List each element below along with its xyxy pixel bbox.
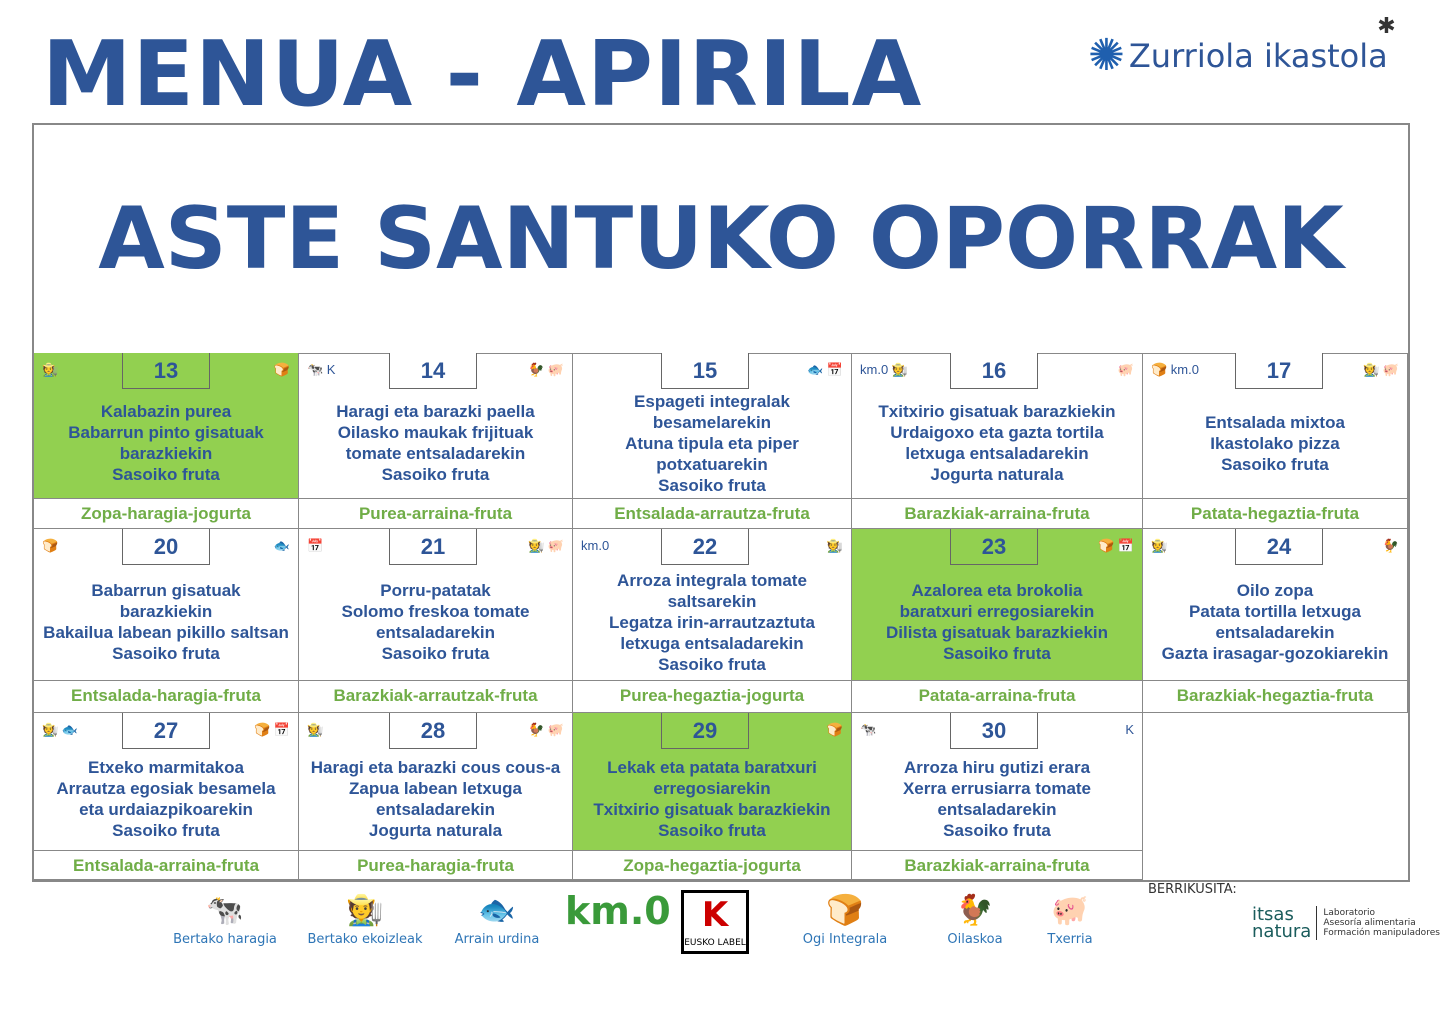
dish xyxy=(856,643,1138,664)
dish xyxy=(856,443,1138,464)
dish xyxy=(856,601,1138,622)
dish xyxy=(577,391,847,412)
dish-text: Sasoiko fruta xyxy=(112,465,220,484)
dish-text: entsaladarekin xyxy=(375,623,496,642)
legend-item xyxy=(1025,890,1115,947)
dinner-suggestion xyxy=(299,681,573,713)
dish-text: Atuna tipula eta piper xyxy=(625,434,799,453)
food-origin-icons: 🐄 K xyxy=(307,362,336,377)
dish xyxy=(856,580,1138,601)
dish xyxy=(38,799,294,820)
dish-text: Azalorea eta brokolia xyxy=(911,581,1083,600)
dish-list xyxy=(577,570,847,675)
day-number: 17 xyxy=(1235,353,1323,389)
dish-text: Arrautza egosiak besamela xyxy=(56,779,276,798)
dish-text: Espageti integralak xyxy=(634,392,790,411)
food-origin-icons: 🍞 xyxy=(273,362,290,377)
dish xyxy=(856,401,1138,422)
lab-line: Laboratorio xyxy=(1323,908,1376,918)
dish xyxy=(303,622,568,643)
day-cell xyxy=(573,713,852,851)
day-cell xyxy=(573,529,852,681)
dinner-suggestion xyxy=(299,851,573,880)
dish xyxy=(38,601,294,622)
food-origin-icons: 🍞 xyxy=(42,538,59,553)
dish xyxy=(1147,601,1403,622)
dish xyxy=(856,464,1138,485)
legend-label: Oilaskoa xyxy=(947,932,1003,947)
dish-text: letxuga entsaladarekin xyxy=(905,444,1089,463)
dish xyxy=(38,643,294,664)
food-origin-icons: 🐟 xyxy=(273,538,290,553)
dish xyxy=(1147,580,1403,601)
dish xyxy=(1147,622,1403,643)
reviewed-label: BERRIKUSITA: xyxy=(1148,882,1237,897)
legend-item xyxy=(670,890,760,960)
legend-item xyxy=(300,890,430,947)
day-cell xyxy=(1143,353,1408,499)
day-cell xyxy=(852,713,1143,851)
dish xyxy=(577,633,847,654)
star-icon: ✱ xyxy=(1377,14,1396,39)
food-origin-icons: 🍞 📅 xyxy=(254,722,290,737)
legend-icon: 🐖 xyxy=(1051,893,1089,928)
dinner-suggestion-text: Barazkiak-arrautzak-fruta xyxy=(333,686,538,705)
dish-text: Ikastolako pizza xyxy=(1210,433,1340,453)
day-cell xyxy=(299,353,573,499)
dish-text: Babarrun pinto gisatuak xyxy=(68,423,264,442)
dish-text: Sasoiko fruta xyxy=(943,644,1051,663)
dish xyxy=(577,612,847,633)
dish xyxy=(577,591,847,612)
dish-list xyxy=(38,580,294,664)
dish-list xyxy=(856,757,1138,841)
dish-list xyxy=(1147,412,1403,475)
day-cell xyxy=(573,353,852,499)
day-number: 24 xyxy=(1235,529,1323,565)
food-origin-icons: 🐖 xyxy=(1117,362,1134,377)
dish-text: erregosiarekin xyxy=(653,779,771,798)
legend-item xyxy=(930,890,1020,947)
dish xyxy=(577,454,847,475)
legend-icon: 🐄 xyxy=(206,893,244,928)
day-cell xyxy=(852,529,1143,681)
lab-line: Formación manipuladores xyxy=(1323,928,1440,938)
day-number: 23 xyxy=(950,529,1038,565)
food-origin-icons: 🧑‍🌾 🐟 xyxy=(42,722,78,737)
dish xyxy=(577,799,847,820)
dish xyxy=(856,422,1138,443)
dish xyxy=(303,643,568,664)
dinner-suggestion-text: Purea-hegaztia-jogurta xyxy=(619,686,805,705)
dish-list xyxy=(856,401,1138,485)
dish xyxy=(38,401,294,422)
day-cell xyxy=(34,713,299,851)
logo-text: Zurriola ikastola xyxy=(1128,36,1388,75)
day-number: 21 xyxy=(389,529,477,565)
dish xyxy=(856,778,1138,799)
dinner-suggestion xyxy=(852,681,1143,713)
dinner-suggestion xyxy=(34,499,299,529)
food-origin-icons: 🧑‍🌾 xyxy=(42,362,59,377)
dish xyxy=(856,820,1138,841)
dish xyxy=(1147,412,1403,433)
legend-label: Txerria xyxy=(1047,932,1093,947)
food-origin-icons: 🧑‍🌾 🐖 xyxy=(528,538,564,553)
dish xyxy=(38,580,294,601)
dish xyxy=(38,622,294,643)
dinner-suggestion xyxy=(852,851,1143,880)
dish xyxy=(1147,454,1403,475)
dish-text: Jogurta naturala xyxy=(930,465,1064,484)
dish xyxy=(856,622,1138,643)
legend-icon: 🐓 xyxy=(956,893,994,928)
dish-text: Arroza integrala tomate xyxy=(617,570,807,590)
dish-text: Solomo freskoa tomate xyxy=(341,602,530,621)
dish-list xyxy=(1147,580,1403,664)
dish-text: barazkiekin xyxy=(119,602,213,621)
dish-text: Txitxirio gisatuak barazkiekin xyxy=(878,402,1116,421)
dish-text: entsaladarekin xyxy=(937,800,1057,819)
eusko-label-text: EUSKO LABEL xyxy=(684,938,746,948)
dish-text: Sasoiko fruta xyxy=(658,821,766,840)
dish-text: tomate entsaladarekin xyxy=(345,444,526,463)
dish xyxy=(577,570,847,591)
dish xyxy=(303,401,568,422)
dish-text: Txitxirio gisatuak barazkiekin xyxy=(593,800,831,819)
dish-text: Jogurta naturala xyxy=(368,821,503,840)
dish-text: Sasoiko fruta xyxy=(112,821,220,840)
food-origin-icons: km.0 xyxy=(581,538,610,553)
dish-list xyxy=(38,401,294,485)
legend-icon: 🧑‍🌾 xyxy=(346,893,384,928)
food-origin-icons: 🧑‍🌾 xyxy=(826,538,843,553)
dish xyxy=(303,820,568,841)
food-origin-icons: km.0 🧑‍🌾 xyxy=(860,362,908,377)
dish xyxy=(577,820,847,841)
dish-text: barazkiekin xyxy=(119,444,213,463)
food-origin-icons: 🧑‍🌾 🐖 xyxy=(1363,362,1399,377)
dish-text: Sasoiko fruta xyxy=(658,654,766,674)
legend-item xyxy=(800,890,890,947)
day-number: 30 xyxy=(950,713,1038,749)
legend-item xyxy=(565,889,671,933)
dinner-suggestion-text: Zopa-hegaztia-jogurta xyxy=(623,856,801,875)
dish-text: Zapua labean letxuga xyxy=(349,779,522,798)
legend-label: Ogi Integrala xyxy=(802,932,888,947)
day-cell xyxy=(34,353,299,499)
dish xyxy=(303,443,568,464)
dish xyxy=(577,654,847,675)
food-origin-icons: K xyxy=(1125,722,1134,737)
dish-text: Patata tortilla letxuga xyxy=(1189,602,1361,621)
dish-text: Sasoiko fruta xyxy=(943,821,1051,840)
dish-text: Dilista gisatuak barazkiekin xyxy=(885,623,1109,642)
dish xyxy=(577,475,847,496)
dish xyxy=(577,757,847,778)
legend-icon: 🍞 xyxy=(826,893,864,928)
day-cell xyxy=(852,353,1143,499)
dish xyxy=(303,422,568,443)
food-origin-icons: 🐄 xyxy=(860,722,877,737)
dish-text: potxatuarekin xyxy=(656,455,768,474)
dinner-suggestion-text: Entsalada-arraina-fruta xyxy=(72,856,260,875)
dish xyxy=(303,464,568,485)
dish xyxy=(303,799,568,820)
day-cell xyxy=(299,713,573,851)
dinner-suggestion-text: Patata-arraina-fruta xyxy=(918,686,1076,705)
legend-label: Bertako haragia xyxy=(173,932,277,947)
dish-text: Haragi eta barazki cous cous-a xyxy=(310,758,561,777)
dish-list xyxy=(856,580,1138,664)
dish-text: Entsalada mixtoa xyxy=(1205,412,1345,432)
dish xyxy=(856,757,1138,778)
dish xyxy=(1147,433,1403,454)
food-origin-icons: 🐟 📅 xyxy=(807,362,843,377)
dish-text: Bakailua labean pikillo saltsan xyxy=(43,623,289,642)
dinner-suggestion-text: Purea-arraina-fruta xyxy=(358,504,513,523)
dish-text: Xerra errusiarra tomate xyxy=(902,779,1092,798)
legend-icon: 🐟 xyxy=(478,893,516,928)
dinner-suggestion xyxy=(299,499,573,529)
day-number: 22 xyxy=(661,529,749,565)
dish xyxy=(856,799,1138,820)
day-cell xyxy=(34,529,299,681)
day-cell xyxy=(299,529,573,681)
dish-text: Sasoiko fruta xyxy=(658,476,766,495)
food-origin-icons: 📅 xyxy=(307,538,324,553)
dish-text: Sasoiko fruta xyxy=(381,465,490,484)
lab-line: Asesoría alimentaria xyxy=(1323,918,1416,928)
food-origin-icons: 🍞 km.0 xyxy=(1151,362,1199,377)
lab-name-1: itsas xyxy=(1252,904,1294,925)
dish-list xyxy=(303,580,568,664)
food-origin-icons: 🍞 xyxy=(826,722,843,737)
day-number: 28 xyxy=(389,713,477,749)
dinner-suggestion-text: Barazkiak-arraina-fruta xyxy=(904,856,1090,875)
itsas-natura-logo xyxy=(1252,906,1440,940)
food-origin-icons: 🧑‍🌾 xyxy=(307,722,324,737)
dish xyxy=(38,422,294,443)
dish-text: Sasoiko fruta xyxy=(381,644,490,663)
dish-text: Kalabazin purea xyxy=(100,402,232,421)
dish xyxy=(38,820,294,841)
dinner-suggestion xyxy=(34,681,299,713)
dish xyxy=(1147,643,1403,664)
dinner-suggestion-text: Entsalada-haragia-fruta xyxy=(71,686,261,705)
page-title: MENUA - APIRILA xyxy=(42,22,923,127)
km0-icon: km.0 xyxy=(565,889,671,933)
dish-text: Babarrun gisatuak xyxy=(91,581,241,600)
school-logo xyxy=(1088,14,1396,81)
day-number: 15 xyxy=(661,353,749,389)
dish-text: besamelarekin xyxy=(652,413,772,432)
dish xyxy=(303,757,568,778)
dish-text: Lekak eta patata baratxuri xyxy=(607,758,817,777)
dish-list xyxy=(577,757,847,841)
lab-name-2: natura xyxy=(1252,921,1312,942)
dinner-suggestion xyxy=(573,681,852,713)
day-number: 27 xyxy=(122,713,210,749)
dinner-suggestion xyxy=(34,851,299,880)
dish xyxy=(38,778,294,799)
dish-text: saltsarekin xyxy=(667,591,757,611)
dinner-suggestion-text: Barazkiak-arraina-fruta xyxy=(904,504,1090,523)
food-origin-icons: 🐓 🐖 xyxy=(528,722,564,737)
dish-text: Oilasko maukak frijituak xyxy=(337,423,534,442)
day-number: 29 xyxy=(661,713,749,749)
dish-text: Urdaigoxo eta gazta tortila xyxy=(890,423,1104,442)
dish xyxy=(577,433,847,454)
dish xyxy=(303,778,568,799)
dish xyxy=(38,443,294,464)
dish-text: Sasoiko fruta xyxy=(112,644,220,663)
dish-list xyxy=(577,391,847,496)
dish xyxy=(303,601,568,622)
dish-text: Legatza irin-arrautzaztuta xyxy=(609,612,815,632)
dish-text: entsaladarekin xyxy=(375,800,496,819)
menu-calendar xyxy=(32,123,1410,882)
dinner-suggestion-text: Patata-hegaztia-fruta xyxy=(1190,504,1360,523)
legend-item xyxy=(432,890,562,947)
dish-list xyxy=(303,757,568,841)
dish-text: Etxeko marmitakoa xyxy=(88,758,244,777)
day-number: 16 xyxy=(950,353,1038,389)
eusko-label-icon: K EUSKO LABEL xyxy=(681,890,749,954)
km0-logo xyxy=(565,889,671,933)
dish xyxy=(38,757,294,778)
dinner-suggestion-text: Entsalada-arrautza-fruta xyxy=(614,504,810,523)
food-origin-icons: 🐓 xyxy=(1382,538,1399,553)
dish xyxy=(38,464,294,485)
swirl-icon: ✺ xyxy=(1088,30,1125,81)
dish-text: Haragi eta barazki paella xyxy=(336,402,535,421)
day-cell xyxy=(1143,529,1408,681)
dish-text: Arroza hiru gutizi erara xyxy=(903,758,1091,777)
eusko-label-logo xyxy=(670,890,760,960)
dish-text: baratxuri erregosiarekin xyxy=(899,602,1095,621)
dish xyxy=(577,778,847,799)
dinner-suggestion xyxy=(573,499,852,529)
dinner-suggestion xyxy=(852,499,1143,529)
dinner-suggestion-text: Zopa-haragia-jogurta xyxy=(80,504,251,523)
dinner-suggestion-text: Barazkiak-hegaztia-fruta xyxy=(1176,686,1374,705)
dinner-suggestion-text: Purea-haragia-fruta xyxy=(357,856,514,875)
dish-text: letxuga entsaladarekin xyxy=(620,633,804,653)
dinner-suggestion xyxy=(1143,499,1408,529)
dish-text: eta urdaiazpikoarekin xyxy=(79,800,253,819)
dish xyxy=(303,580,568,601)
dish-list xyxy=(38,757,294,841)
holiday-banner: ASTE SANTUKO OPORRAK xyxy=(34,125,1408,354)
dish-text: entsaladarekin xyxy=(1215,623,1335,642)
day-number: 14 xyxy=(389,353,477,389)
food-origin-icons: 🍞 📅 xyxy=(1098,538,1134,553)
dish-text: Porru-patatak xyxy=(380,581,491,600)
dish-list xyxy=(303,401,568,485)
dish-text: Gazta irasagar-gozokiarekin xyxy=(1161,644,1389,663)
legend-item xyxy=(160,890,290,947)
dish-text: Oilo zopa xyxy=(1236,581,1314,600)
food-origin-icons: 🧑‍🌾 xyxy=(1151,538,1168,553)
food-origin-icons: 🐓 🐖 xyxy=(528,362,564,377)
dish-text: Sasoiko fruta xyxy=(1221,454,1329,474)
legend-label: Arrain urdina xyxy=(454,932,540,947)
dinner-suggestion xyxy=(573,851,852,880)
legend-label: Bertako ekoizleak xyxy=(307,932,423,947)
day-number: 13 xyxy=(122,353,210,389)
day-number: 20 xyxy=(122,529,210,565)
dish xyxy=(577,412,847,433)
empty-cell xyxy=(1143,713,1408,880)
dinner-suggestion xyxy=(1143,681,1408,713)
